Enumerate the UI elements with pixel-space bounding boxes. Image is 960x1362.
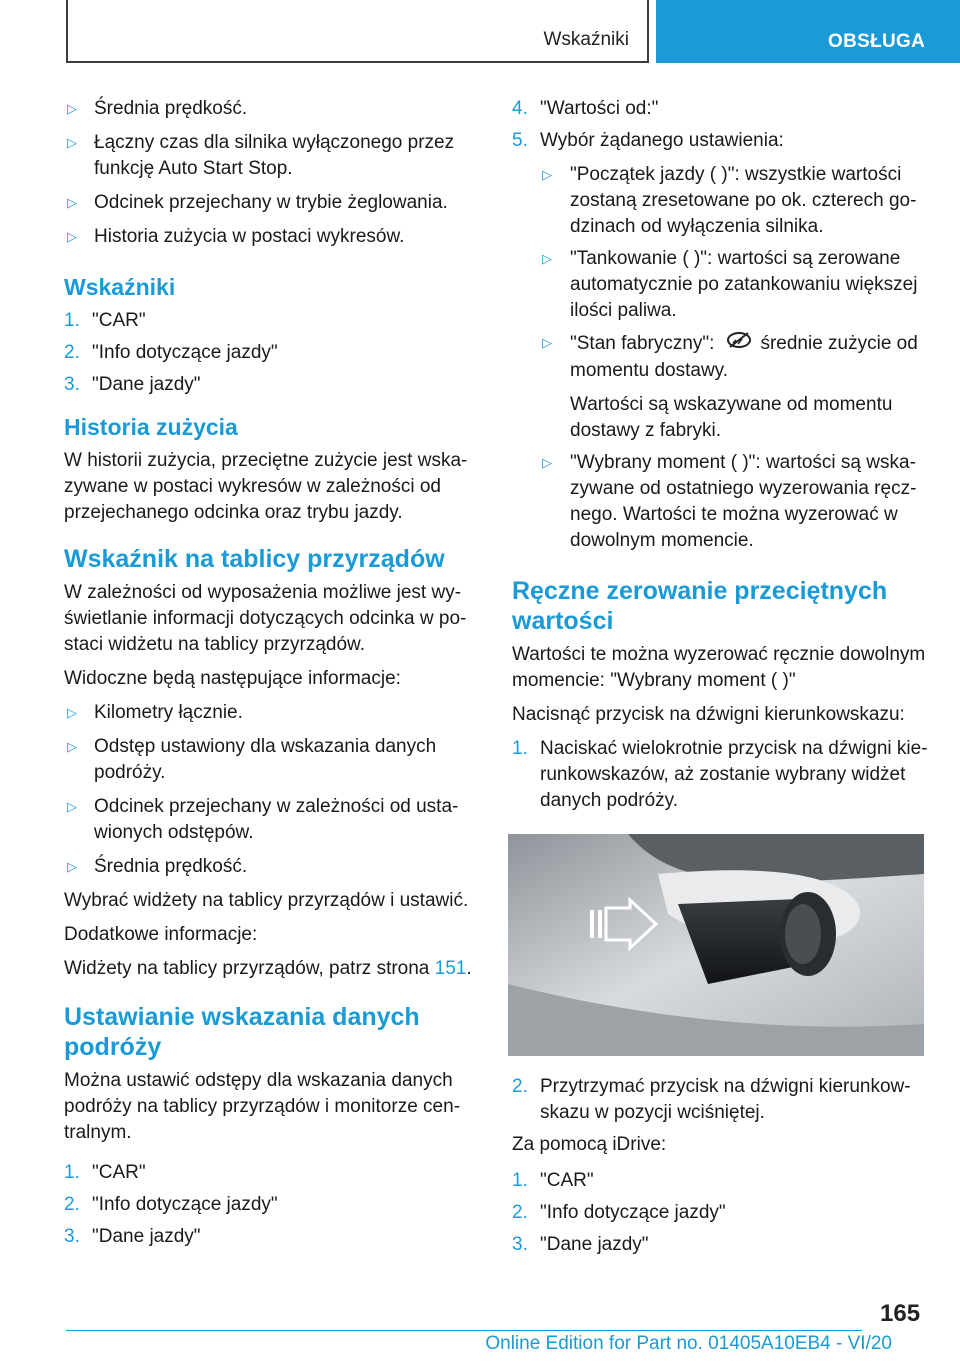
list-item: 2. "Info dotyczące jazdy" (64, 342, 278, 363)
factory-state-note: Wartości są wskazywane od momentu dostawy z fabryki. (570, 394, 893, 441)
ustawianie-text: Można ustawić odstępy dla wskazania danych podróży na tablicy przyrządów i monitorze centralnym. (64, 1070, 461, 1143)
heading-tablica: Wskaźnik na tablicy przyrządów (64, 545, 445, 573)
tablica-text: W zależności od wyposażenia możliwe jest wyświetlanie informacji dotyczących odcinka w postaci widżetu na tablicy przyrządów. (64, 582, 467, 655)
tablica-reference: Widżety na tablicy przyrządów, patrz strona 151. (64, 958, 472, 979)
list-item: 3. "Dane jazdy" (512, 1234, 649, 1255)
header-chapter-title: OBSŁUGA (828, 31, 926, 52)
tablica-bullet-list (64, 700, 476, 880)
list-item: ▷ "Tankowanie ( )": wartości są zerowane automatycznie po zatankowaniu większej ilości paliwa. (542, 248, 918, 321)
tablica-visible-label: Widoczne będą następujące informacje: (64, 668, 401, 689)
option-bullet-list (512, 162, 930, 554)
bullet-triangle-icon: ▷ (542, 335, 552, 350)
settings-steps (512, 96, 930, 554)
list-item: ▷ Kilometry łącznie. (64, 700, 476, 726)
historia-text: W historii zużycia, przeciętne zużycie jest wskazywane w postaci wykresów w zależności od przejechanego odcinka oraz trybu jazdy. (64, 450, 468, 523)
header-chapter-tab (656, 0, 960, 63)
heading-reczne: Ręczne zerowanie przeciętnych wartości (512, 577, 888, 635)
wskazniki-steps (64, 308, 476, 398)
list-item: ▷ "Początek jazdy ( )": wszystkie wartości zostaną zresetowane po ok. czterech godzinach od wyłączenia silnika. (542, 164, 917, 237)
page-reference-link[interactable]: 151 (434, 958, 467, 979)
bullet-triangle-icon: ▷ (67, 705, 77, 720)
tablica-after2: Dodatkowe informacje: (64, 924, 258, 945)
intro-bullet-list (64, 96, 476, 250)
list-item: ▷ Historia zużycia w postaci wykresów. (64, 224, 476, 250)
header-section-box (66, 0, 649, 63)
bullet-triangle-icon: ▷ (542, 167, 552, 182)
bullet-triangle-icon: ▷ (67, 195, 77, 210)
bullet-triangle-icon: ▷ (67, 135, 77, 150)
reczne-press-label: Nacisnąć przycisk na dźwigni kierunkowskazu: (512, 704, 905, 725)
turn-signal-lever-photo (508, 834, 924, 1056)
list-item: 5. Wybór żądanego ustawienia: ▷ "Początek jazdy ( )": wszystkie wartości zostaną zresetowane po ok. czterech godzinach od wyłączenia silnika. ▷ "Tankowanie ( )": wartości są zerowane automatycznie po zatankowaniu większej ilości paliwa. ▷ "Stan fabryczny": średnie zużycie od momentu dostawy. Wartości są wskazywane od momentu dostawy z fabryki. ▷ "Wybrany moment ( )": wartości są wskazywane od ostatniego wyzerowania ręcznego. Wartości te można wyzerować w dowolnym momencie. (512, 128, 930, 554)
list-item: ▷ "Stan fabryczny": średnie zużycie od momentu dostawy. Wartości są wskazywane od momentu dostawy z fabryki. (512, 330, 930, 444)
list-item: ▷ Łączny czas dla silnika wyłączonego przez funkcję Auto Start Stop. (67, 132, 455, 179)
reczne-text: Wartości te można wyzerować ręcznie dowolnym momencie: "Wybrany moment ( )" (512, 644, 926, 691)
list-item: 2. "Info dotyczące jazdy" (512, 1202, 726, 1223)
idrive-steps (512, 1168, 930, 1258)
reczne-step1 (512, 736, 930, 814)
tablica-after1: Wybrać widżety na tablicy przyrządów i ustawić. (64, 890, 469, 911)
bullet-triangle-icon: ▷ (542, 455, 552, 470)
left-column (64, 96, 476, 1256)
list-item: ▷ Średnia prędkość. (64, 96, 476, 122)
right-column (512, 96, 930, 1264)
factory-state-icon (726, 330, 752, 358)
page-number: 165 (880, 1300, 921, 1327)
heading-ustawianie: Ustawianie wskazania danych podróży (64, 1003, 420, 1061)
list-item: ▷ Odstęp ustawiony dla wskazania danych podróży. (67, 736, 437, 783)
bullet-triangle-icon: ▷ (542, 251, 552, 266)
heading-historia: Historia zużycia (64, 414, 238, 440)
reczne-step2 (512, 1074, 930, 1126)
bullet-triangle-icon: ▷ (67, 799, 77, 814)
list-item: ▷ Odcinek przejechany w trybie żeglowania. (64, 190, 476, 216)
list-item: 4. "Wartości od:" (512, 98, 659, 119)
bullet-triangle-icon: ▷ (67, 229, 77, 244)
bullet-triangle-icon: ▷ (67, 101, 77, 116)
list-item: 2. Przytrzymać przycisk na dźwigni kierunkowskazu w pozycji wciśniętej. (512, 1076, 911, 1123)
list-item: 3. "Dane jazdy" (64, 374, 201, 395)
list-item: ▷ Odcinek przejechany w zależności od ustawionych odstępów. (67, 796, 459, 843)
list-item: ▷ "Wybrany moment ( )": wartości są wskazywane od ostatniego wyzerowania ręcznego. Wartości te można wyzerować w dowolnym momencie. (542, 452, 917, 551)
bullet-triangle-icon: ▷ (67, 739, 77, 754)
header-section-title: Wskaźniki (543, 29, 629, 50)
ustawianie-steps (64, 1160, 476, 1250)
list-item: 1. "CAR" (64, 1162, 146, 1183)
list-item: ▷ Średnia prędkość. (64, 854, 476, 880)
idrive-label: Za pomocą iDrive: (512, 1134, 667, 1155)
footer-divider (66, 1330, 862, 1331)
heading-wskazniki: Wskaźniki (64, 274, 176, 300)
list-item: 1. "CAR" (64, 310, 146, 331)
list-item: 3. "Dane jazdy" (64, 1226, 201, 1247)
bullet-triangle-icon: ▷ (67, 859, 77, 874)
list-item: 1. "CAR" (512, 1170, 594, 1191)
list-item: 1. Naciskać wielokrotnie przycisk na dźwigni kierunkowskazów, aż zostanie wybrany widżet danych podróży. (512, 738, 928, 811)
list-item: 2. "Info dotyczące jazdy" (64, 1194, 278, 1215)
footer-edition: Online Edition for Part no. 01405A10EB4 - VI/20 (485, 1333, 892, 1354)
